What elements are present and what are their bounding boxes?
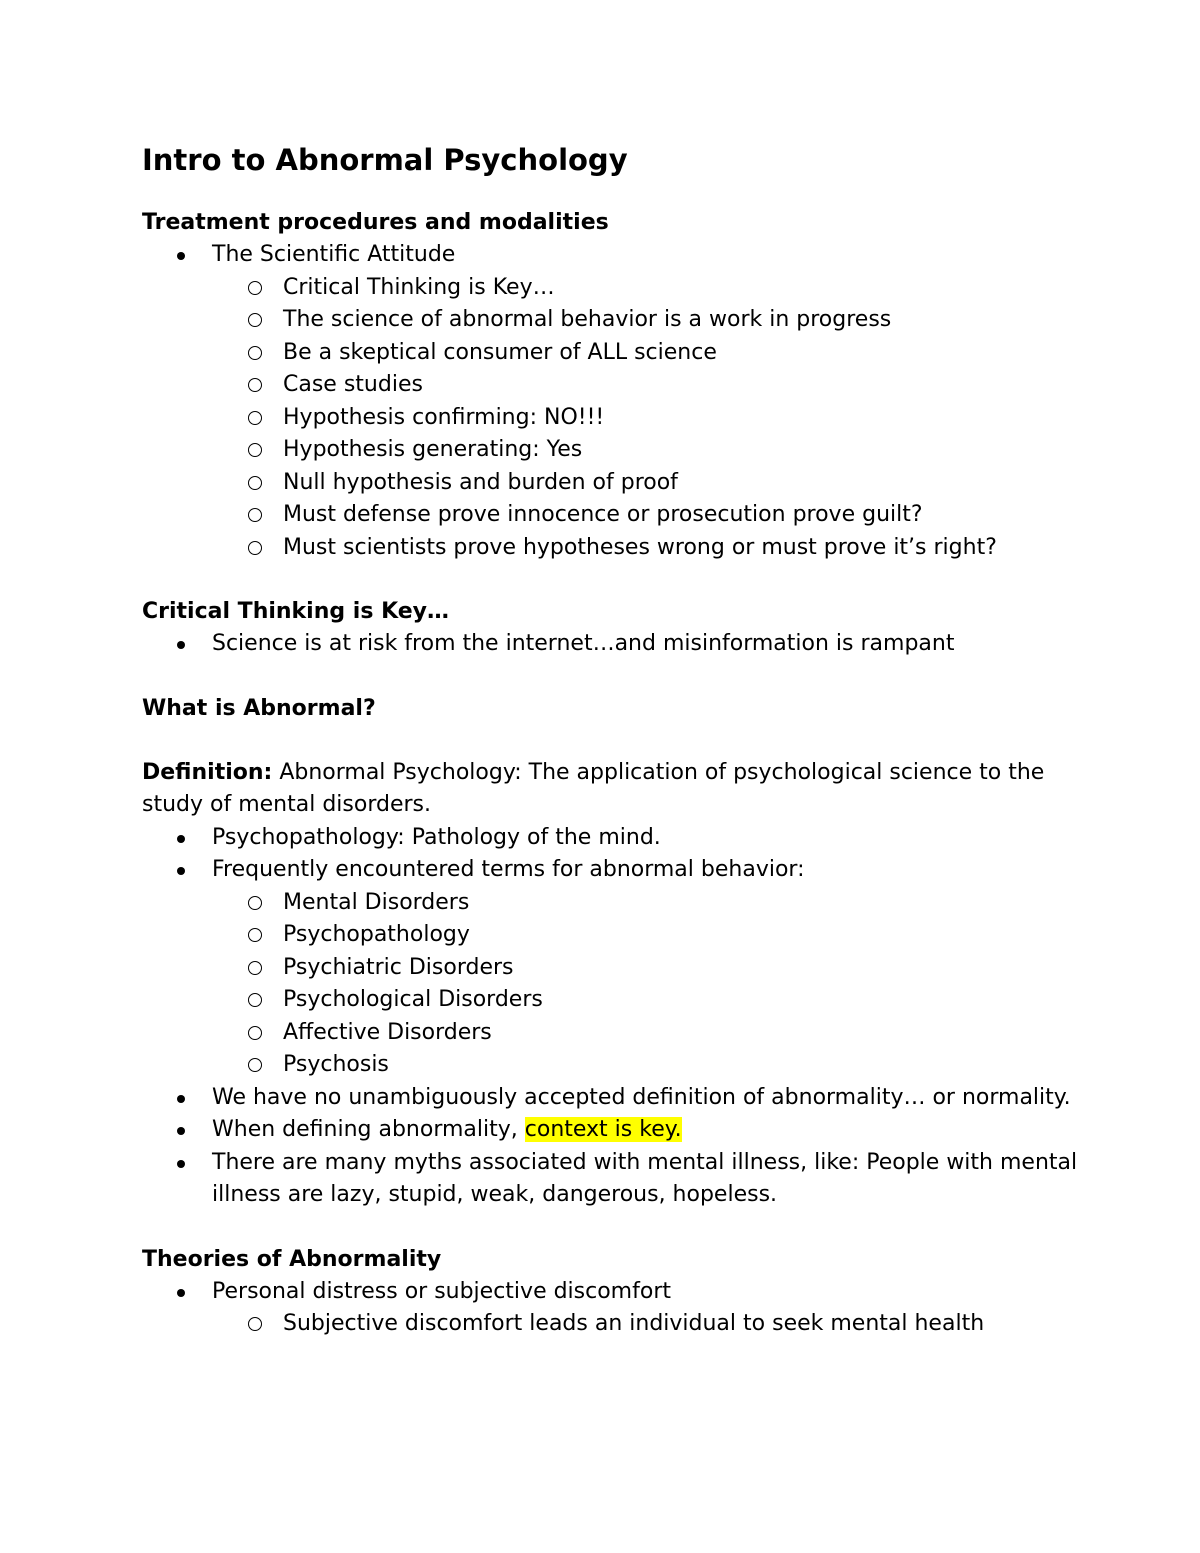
bullet-ring-icon: [248, 961, 262, 975]
bullet-ring-icon: [248, 896, 262, 910]
bullet-dot-icon: [177, 1289, 185, 1297]
sub-list-item-text: Case studies: [283, 372, 423, 397]
list-item-text: Science is at risk from the internet…and misinformation is rampant: [212, 631, 955, 656]
bullet-dot-icon: [177, 835, 185, 843]
bullet-dot-icon: [177, 1160, 185, 1168]
sub-list-item: [142, 402, 1082, 435]
sub-list-item-text: Must defense prove innocence or prosecution prove guilt?: [283, 502, 923, 527]
sub-list-item-text: Hypothesis confirming: NO!!!: [283, 404, 605, 430]
bullet-ring-icon: [248, 993, 262, 1007]
bullet-ring-icon: [248, 928, 262, 942]
bullet-dot-icon: [177, 1127, 185, 1135]
heading-theories: Theories of Abnormality: [142, 1246, 442, 1272]
definition-list: [142, 822, 1082, 1212]
list-item-text: We have no unambiguously accepted definition of abnormality… or normality.: [212, 1084, 1071, 1110]
bullet-ring-icon: [248, 378, 262, 392]
sub-list-item: [142, 887, 1082, 920]
sub-list-item: [142, 434, 1082, 467]
heading-treatment: Treatment procedures and modalities: [142, 210, 609, 235]
highlighted-text: context is key.: [524, 1117, 682, 1142]
list-item: [142, 239, 1082, 564]
treatment-list: [142, 239, 1082, 564]
sub-list-item-text: Psychological Disorders: [283, 987, 543, 1012]
sub-list-item-text: Critical Thinking is Key…: [283, 274, 555, 300]
definition-label: Definition:: [142, 759, 273, 785]
list-item-text: Psychopathology: Pathology of the mind.: [212, 824, 661, 850]
sub-list-item: [142, 919, 1082, 952]
sub-list-item-text: Null hypothesis and burden of proof: [283, 469, 678, 495]
bullet-ring-icon: [248, 443, 262, 457]
sub-list-item-text: Psychosis: [283, 1052, 389, 1077]
bullet-ring-icon: [248, 476, 262, 490]
scientific-attitude-sublist: [212, 272, 1082, 565]
bullet-ring-icon: [248, 1026, 262, 1040]
sub-list-item: [142, 1308, 1082, 1341]
theories-sublist: [212, 1308, 1082, 1341]
terms-sublist: [212, 887, 1082, 1082]
list-item-text: The Scientific Attitude: [212, 242, 456, 267]
spacer: [142, 564, 1082, 596]
sub-list-item: [142, 532, 1082, 565]
sub-list-item: [142, 984, 1082, 1017]
theories-list: [142, 1276, 1082, 1341]
sub-list-item: [142, 952, 1082, 985]
definition-paragraph: [142, 757, 1082, 822]
bullet-ring-icon: [248, 281, 262, 295]
list-item: [142, 1082, 1082, 1115]
bullet-ring-icon: [248, 346, 262, 360]
sub-list-item-text: Must scientists prove hypotheses wrong or must prove it’s right?: [283, 534, 997, 560]
sub-list-item-text: Psychopathology: [283, 922, 470, 947]
definition-text: Abnormal Psychology: The application of psychological science to the study of mental disorders.: [142, 759, 1045, 817]
list-item-text: Personal distress or subjective discomfort: [212, 1278, 671, 1304]
list-item: [142, 628, 1082, 661]
list-item: [142, 1276, 1082, 1341]
sub-list-item: [142, 304, 1082, 337]
list-item: [142, 822, 1082, 855]
sub-list-item: [142, 499, 1082, 532]
bullet-ring-icon: [248, 411, 262, 425]
bullet-ring-icon: [248, 1317, 262, 1331]
heading-critical-thinking: Critical Thinking is Key…: [142, 599, 450, 624]
sub-list-item: [142, 337, 1082, 370]
sub-list-item-text: Mental Disorders: [283, 889, 470, 915]
bullet-ring-icon: [248, 508, 262, 522]
bullet-ring-icon: [248, 313, 262, 327]
sub-list-item-text: The science of abnormal behavior is a work in progress: [283, 307, 892, 332]
sub-list-item-text: Affective Disorders: [283, 1019, 492, 1045]
list-item-text: There are many myths associated with mental illness, like: People with mental illness are lazy, stupid, weak, dangerous, hopeless.: [212, 1149, 1078, 1207]
sub-list-item: [142, 272, 1082, 305]
spacer: [142, 725, 1082, 757]
bullet-ring-icon: [248, 1058, 262, 1072]
sub-list-item: [142, 1017, 1082, 1050]
bullet-dot-icon: [177, 252, 185, 260]
critical-thinking-list: [142, 628, 1082, 661]
list-item: [142, 1147, 1082, 1212]
sub-list-item-text: Psychiatric Disorders: [283, 954, 514, 980]
sub-list-item: [142, 1049, 1082, 1082]
bullet-ring-icon: [248, 541, 262, 555]
bullet-dot-icon: [177, 641, 185, 649]
spacer: [142, 1212, 1082, 1244]
bullet-dot-icon: [177, 1095, 185, 1103]
heading-what-is-abnormal: What is Abnormal?: [142, 695, 376, 721]
document-title: Intro to Abnormal Psychology: [142, 143, 628, 177]
sub-list-item: [142, 369, 1082, 402]
bullet-dot-icon: [177, 867, 185, 875]
sub-list-item: [142, 467, 1082, 500]
document-page: [142, 138, 1082, 1341]
sub-list-item-text: Be a skeptical consumer of ALL science: [283, 339, 717, 365]
list-item-text: When defining abnormality,: [212, 1117, 525, 1142]
spacer: [142, 661, 1082, 693]
list-item-text: Frequently encountered terms for abnormal behavior:: [212, 857, 805, 882]
list-item: [142, 854, 1082, 1082]
list-item: [142, 1114, 1082, 1147]
sub-list-item-text: Subjective discomfort leads an individual to seek mental health: [283, 1311, 985, 1336]
sub-list-item-text: Hypothesis generating: Yes: [283, 437, 583, 462]
